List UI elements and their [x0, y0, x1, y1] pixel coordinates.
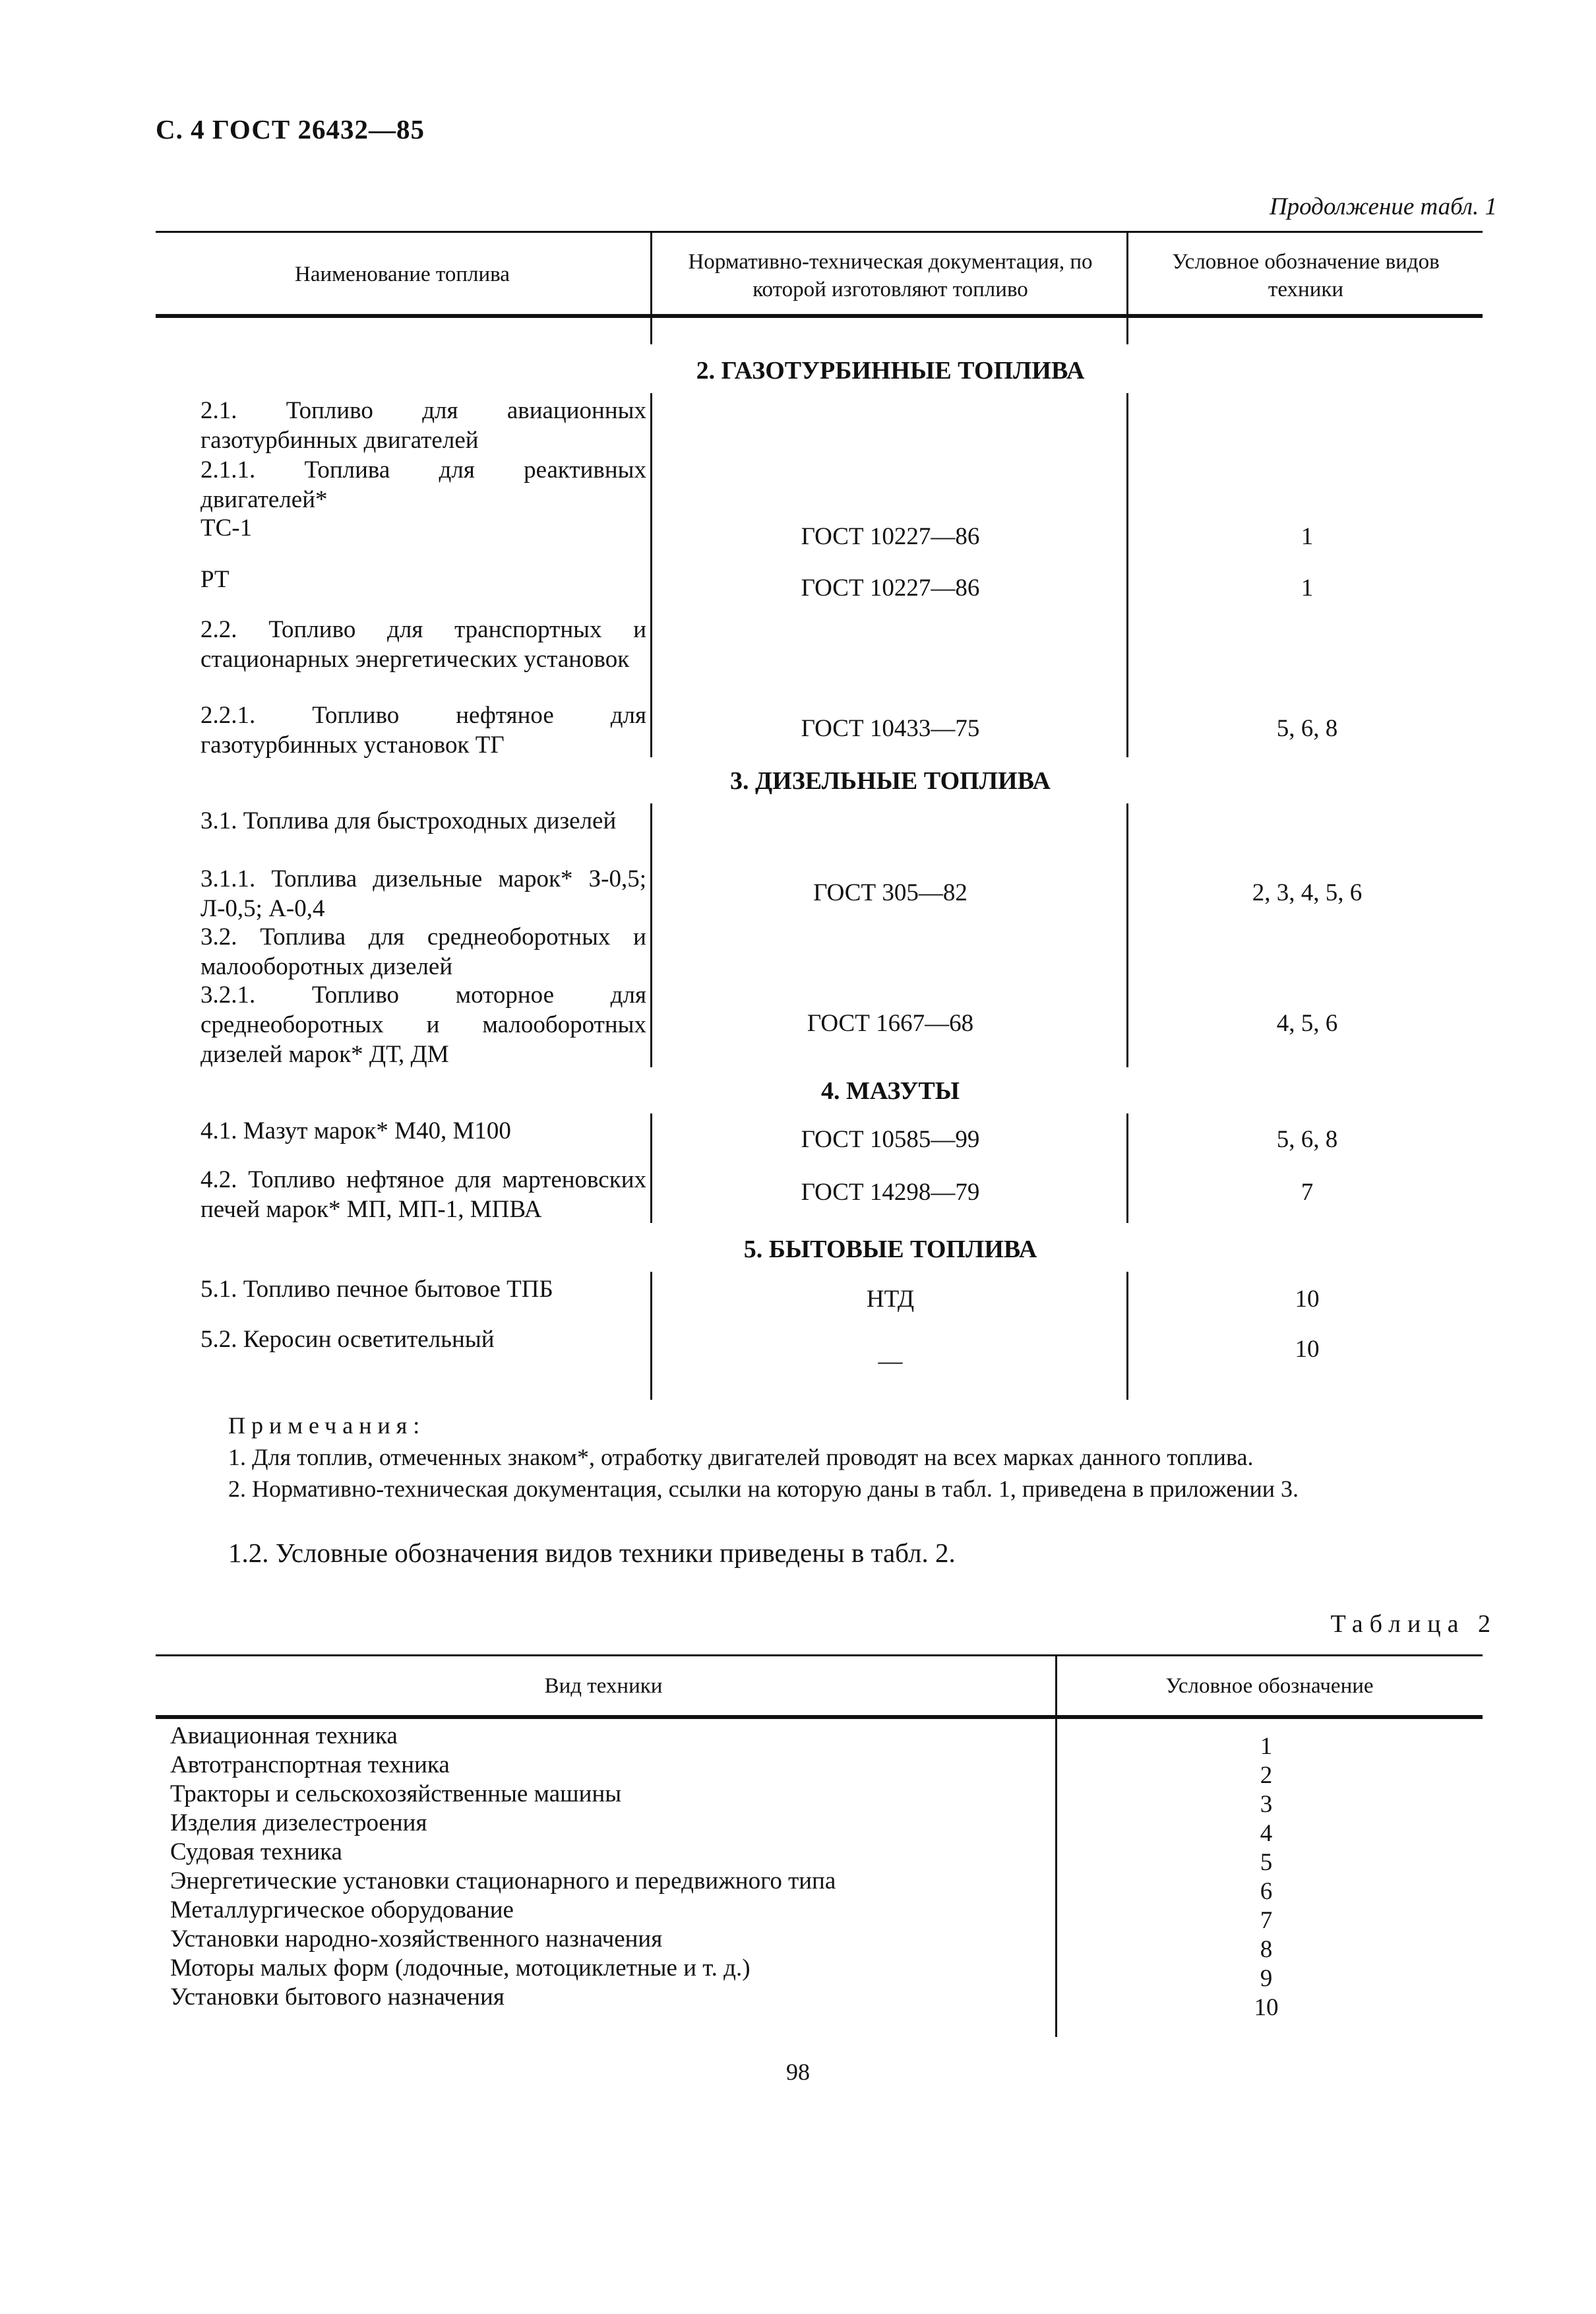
equipment-code: 7	[1260, 1907, 1273, 1934]
equipment-code: 6	[1260, 1878, 1273, 1905]
equipment-type: Тракторы и сельскохозяйственные машины	[170, 1780, 622, 1807]
fuel-row-3-1: 3.1. Топлива для быстроходных дизелей	[200, 807, 617, 834]
equipment-type: Энергетические установки стационарного и передвижного типа	[170, 1867, 836, 1894]
code-3-2-1: 4, 5, 6	[1276, 1010, 1338, 1037]
code-2-2-1: 5, 6, 8	[1276, 715, 1338, 742]
fuel-row-2-1-1: 2.1.1. Топлива для реактивных двигателей*	[200, 456, 646, 513]
table2-col-header-code: Условное обозначение	[1165, 1674, 1374, 1698]
table2-label: Таблица 2	[1330, 1610, 1497, 1638]
equipment-code: 4	[1260, 1820, 1273, 1847]
fuel-row-5-2: 5.2. Керосин осветительный	[200, 1326, 495, 1353]
table1-col-header-code: Условное обозначение видов техники	[1172, 250, 1440, 301]
table2-col-header-type: Вид техники	[544, 1674, 663, 1698]
fuel-row-5-1: 5.1. Топливо печное бытовое ТПБ	[200, 1276, 553, 1303]
doc-4-2: ГОСТ 14298—79	[801, 1179, 980, 1206]
doc-rt: ГОСТ 10227—86	[801, 575, 980, 602]
doc-3-1-1: ГОСТ 305—82	[813, 879, 967, 906]
table1-col-header-fuel: Наименование топлива	[295, 263, 510, 286]
equipment-code: 3	[1260, 1791, 1273, 1818]
page-number: 98	[786, 2059, 810, 2085]
equipment-type: Изделия дизелестроения	[170, 1809, 427, 1836]
equipment-code: 8	[1260, 1936, 1273, 1963]
equipment-code: 2	[1260, 1762, 1273, 1789]
table1-col-divider-1	[650, 231, 652, 344]
page-header: С. 4 ГОСТ 26432—85	[156, 114, 425, 144]
table2-header-rule	[156, 1715, 1483, 1719]
table-continuation-label: Продолжение табл. 1	[1269, 193, 1497, 220]
doc-3-2-1: ГОСТ 1667—68	[807, 1010, 974, 1037]
equipment-code: 1	[1260, 1733, 1273, 1760]
fuel-row-3-2: 3.2. Топлива для среднеоборотных и малооборотных дизелей	[200, 923, 646, 980]
equipment-type: Установки народно-хозяйственного назначения	[170, 1925, 663, 1953]
note-2: 2. Нормативно-техническая документация, ссылки на которую даны в табл. 1, приведена в приложении 3.	[228, 1476, 1299, 1502]
table1-col-header-doc: Нормативно-техническая документация, по которой изготовляют топливо	[688, 250, 1093, 301]
code-ts1: 1	[1301, 523, 1314, 550]
doc-5-1: НТД	[866, 1286, 915, 1313]
fuel-row-3-2-1: 3.2.1. Топливо моторное для среднеоборотных и малооборотных дизелей марок* ДТ, ДМ	[200, 982, 646, 1068]
code-4-2: 7	[1301, 1179, 1314, 1206]
code-3-1-1: 2, 3, 4, 5, 6	[1252, 879, 1363, 906]
equipment-type: Установки бытового назначения	[170, 1984, 505, 2011]
code-5-1: 10	[1295, 1286, 1320, 1313]
equipment-code: 9	[1260, 1965, 1273, 1992]
section-title-household: 5. БЫТОВЫЕ ТОПЛИВА	[743, 1235, 1037, 1263]
equipment-type: Моторы малых форм (лодочные, мотоциклетные и т. д.)	[170, 1954, 751, 1982]
code-rt: 1	[1301, 575, 1314, 602]
section-title-gas-turbine: 2. ГАЗОТУРБИННЫЕ ТОПЛИВА	[696, 357, 1085, 385]
equipment-type: Авиационная техника	[170, 1722, 398, 1749]
paragraph-1-2: 1.2. Условные обозначения видов техники приведены в табл. 2.	[228, 1538, 956, 1568]
fuel-row-rt: РТ	[200, 566, 230, 593]
doc-5-2: —	[878, 1348, 903, 1375]
code-4-1: 5, 6, 8	[1276, 1126, 1338, 1153]
doc-4-1: ГОСТ 10585—99	[801, 1126, 980, 1153]
notes-title: Примечания:	[228, 1412, 426, 1439]
fuel-row-4-1: 4.1. Мазут марок* М40, М100	[200, 1117, 511, 1144]
table1-header-rule	[156, 314, 1483, 318]
equipment-type: Автотранспортная техника	[170, 1751, 450, 1778]
fuel-row-3-1-1: 3.1.1. Топлива дизельные марок* З-0,5; Л-0,5; А-0,4	[200, 865, 646, 922]
equipment-type: Металлургическое оборудование	[170, 1896, 514, 1923]
fuel-row-2-2: 2.2. Топливо для транспортных и стационарных энергетических установок	[200, 616, 646, 673]
fuel-row-2-2-1: 2.2.1. Топливо нефтяное для газотурбинных установок ТГ	[200, 702, 646, 759]
table1-col-divider-1	[650, 1113, 652, 1223]
fuel-row-4-2: 4.2. Топливо нефтяное для мартеновских печей марок* МП, МП-1, МПВА	[200, 1166, 646, 1223]
doc-ts1: ГОСТ 10227—86	[801, 523, 980, 550]
fuel-row-2-1: 2.1. Топливо для авиационных газотурбинных двигателей	[200, 397, 646, 454]
equipment-code: 10	[1254, 1994, 1279, 2021]
note-1: 1. Для топлив, отмеченных знаком*, отработку двигателей проводят на всех марках данного топлива.	[228, 1444, 1254, 1470]
equipment-code: 5	[1260, 1849, 1273, 1876]
table2-top-rule	[156, 1654, 1483, 1656]
table1-col-divider-1	[650, 803, 652, 1067]
table1-col-divider-2	[1126, 231, 1128, 344]
section-title-fuel-oil: 4. МАЗУТЫ	[820, 1077, 960, 1105]
table1-col-divider-1	[650, 1272, 652, 1400]
equipment-type: Судовая техника	[170, 1838, 342, 1865]
table1-top-rule	[156, 231, 1483, 233]
fuel-row-ts1: ТС-1	[200, 515, 253, 542]
section-title-diesel: 3. ДИЗЕЛЬНЫЕ ТОПЛИВА	[730, 767, 1051, 795]
table1-col-divider-1	[650, 393, 652, 757]
doc-2-2-1: ГОСТ 10433—75	[801, 715, 980, 742]
code-5-2: 10	[1295, 1336, 1320, 1363]
